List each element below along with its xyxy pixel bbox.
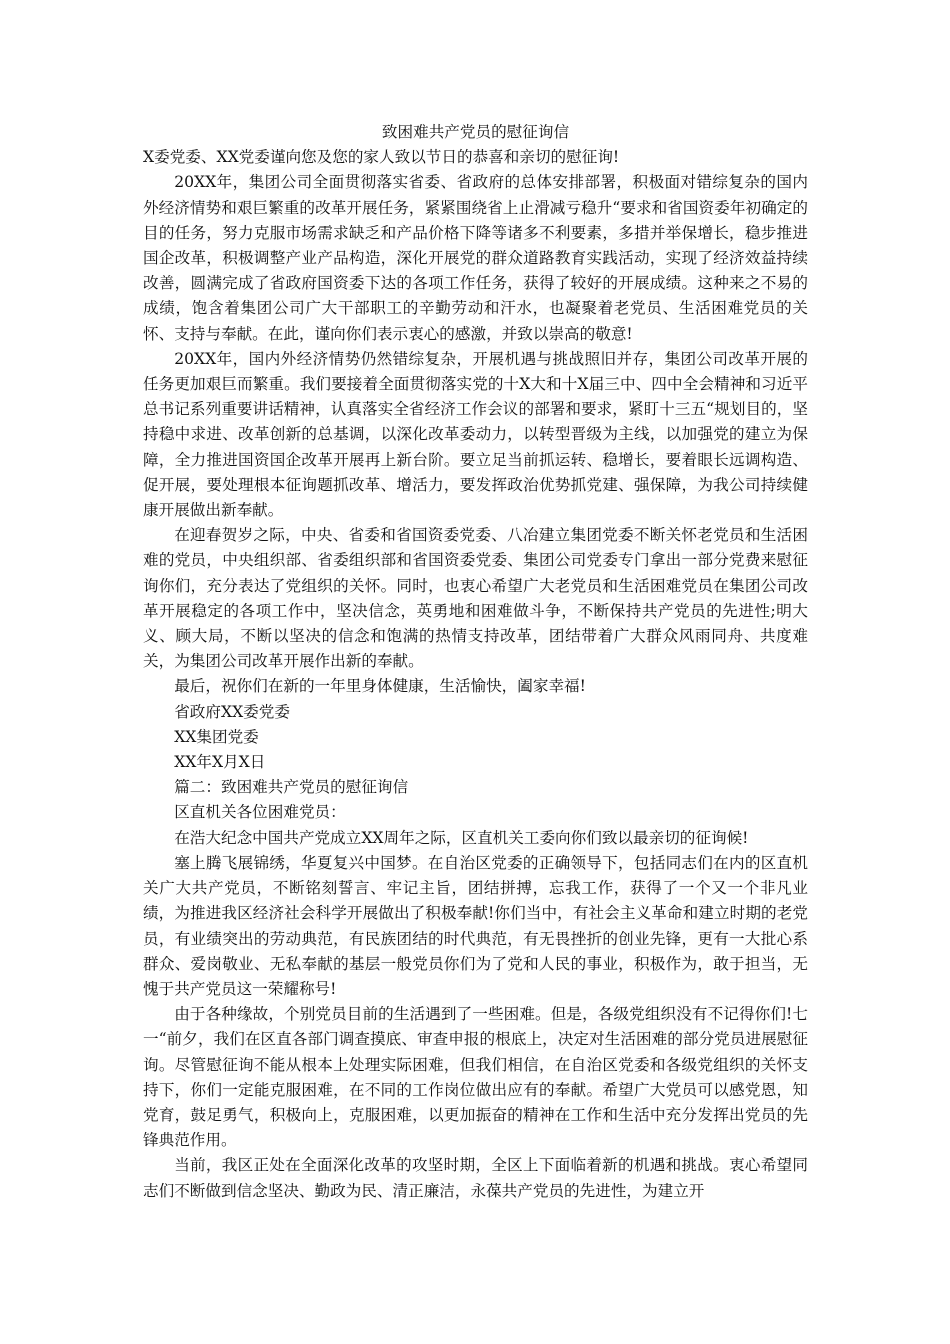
- paragraph: 在浩大纪念中国共产党成立XX周年之际，区直机关工委向你们致以最亲切的征询候!: [174, 828, 749, 847]
- paragraph: 省政府XX委党委: [174, 702, 290, 721]
- paragraph: XX年X月X日: [174, 753, 266, 772]
- paragraph: 篇二：致困难共产党员的慰征询信: [174, 778, 409, 797]
- document-page: [143, 120, 808, 1204]
- paragraph: XX集团党委: [174, 727, 259, 746]
- document-title: 致困难共产党员的慰征询信: [381, 123, 570, 141]
- paragraph: 20XX年，集团公司全面贯彻落实省委、省政府的总体安排部署，积极面对错综复杂的国内外经济情势和艰巨繁重的改革开展任务，紧紧围绕省上止滑减亏稳升“要求和省国资委年初确定的目的任务，努力克服市场需求缺乏和产品价格下降等诸多不利要素，多措并举保增长，稳步推进国企改革，积极调整产业产品构造，深化开展党的群众道路教育实践活动，实现了经济效益持续改善，圆满完成了省政府国资委下达的各项工作任务，获得了较好的开展成绩。这种来之不易的成绩，饱含着集团公司广大干部职工的辛勤劳动和汗水，也凝聚着老党员、生活困难党员的关怀、支持与奉献。在此，谨向你们表示衷心的感激，并致以崇高的敬意!: [143, 173, 808, 343]
- paragraph: 塞上腾飞展锦绣，华夏复兴中国梦。在自治区党委的正确领导下，包括同志们在内的区直机关广大共产党员，不断铭刻誓言、牢记主旨，团结拼搏，忘我工作，获得了一个又一个非凡业绩，为推进我区经济社会科学开展做出了积极奉献!你们当中，有社会主义革命和建立时期的老党员，有业绩突出的劳动典范，有民族团结的时代典范，有无畏挫折的创业先锋，更有一大批心系群众、爱岗敬业、无私奉献的基层一般党员你们为了党和人民的事业，积极作为，敢于担当，无愧于共产党员这一荣耀称号!: [143, 853, 808, 998]
- paragraph: 区直机关各位困难党员：: [174, 803, 346, 822]
- paragraph: 20XX年，国内外经济情势仍然错综复杂，开展机遇与挑战照旧并存，集团公司改革开展的任务更加艰巨而繁重。我们要接着全面贯彻落实党的十X大和十X届三中、四中全会精神和习近平总书记系列重要讲话精神，认真落实全省经济工作会议的部署和要求，紧盯十三五“规划目的，坚持稳中求进、改革创新的总基调，以深化改革委动力，以转型晋级为主线，以加强党的建立为保障，全力推进国资国企改革开展再上新台阶。要立足当前抓运转、稳增长，要着眼长远调构造、促开展，要处理根本征询题抓改革、增活力，要发挥政治优势抓党建、强保障，为我公司持续健康开展做出新奉献。: [143, 349, 808, 520]
- paragraph: X委党委、XX党委谨向您及您的家人致以节日的恭喜和亲切的慰征询!: [143, 148, 620, 167]
- paragraph: 最后，祝你们在新的一年里身体健康，生活愉快，阖家幸福!: [174, 677, 586, 696]
- paragraph: 在迎春贺岁之际，中央、省委和省国资委党委、八冶建立集团党委不断关怀老党员和生活困难的党员，中央组织部、省委组织部和省国资委党委、集团公司党委专门拿出一部分党费来慰征询你们，充分表达了党组织的关怀。同时，也衷心希望广大老党员和生活困难党员在集团公司改革开展稳定的各项工作中，坚决信念，英勇地和困难做斗争，不断保持共产党员的先进性;明大义、顾大局，不断以坚决的信念和饱满的热情支持改革，团结带着广大群众风雨同舟、共度难关，为集团公司改革开展作出新的奉献。: [143, 526, 808, 671]
- document-body: [143, 145, 808, 1204]
- paragraph: 由于各种缘故，个别党员目前的生活遇到了一些困难。但是，各级党组织没有不记得你们!七一“前夕，我们在区直各部门调查摸底、审查申报的根底上，决定对生活困难的部分党员进展慰征询。尽管慰征询不能从根本上处理实际困难，但我们相信，在自治区党委和各级党组织的关怀支持下，你们一定能克服困难，在不同的工作岗位做出应有的奉献。希望广大党员可以感党恩，知党育，鼓足勇气，积极向上，克服困难，以更加振奋的精神在工作和生活中充分发挥出党员的先锋典范作用。: [143, 1005, 808, 1150]
- paragraph: 当前，我区正处在全面深化改革的攻坚时期，全区上下面临着新的机遇和挑战。衷心希望同志们不断做到信念坚决、勤政为民、清正廉洁，永葆共产党员的先进性，为建立开: [143, 1156, 808, 1200]
